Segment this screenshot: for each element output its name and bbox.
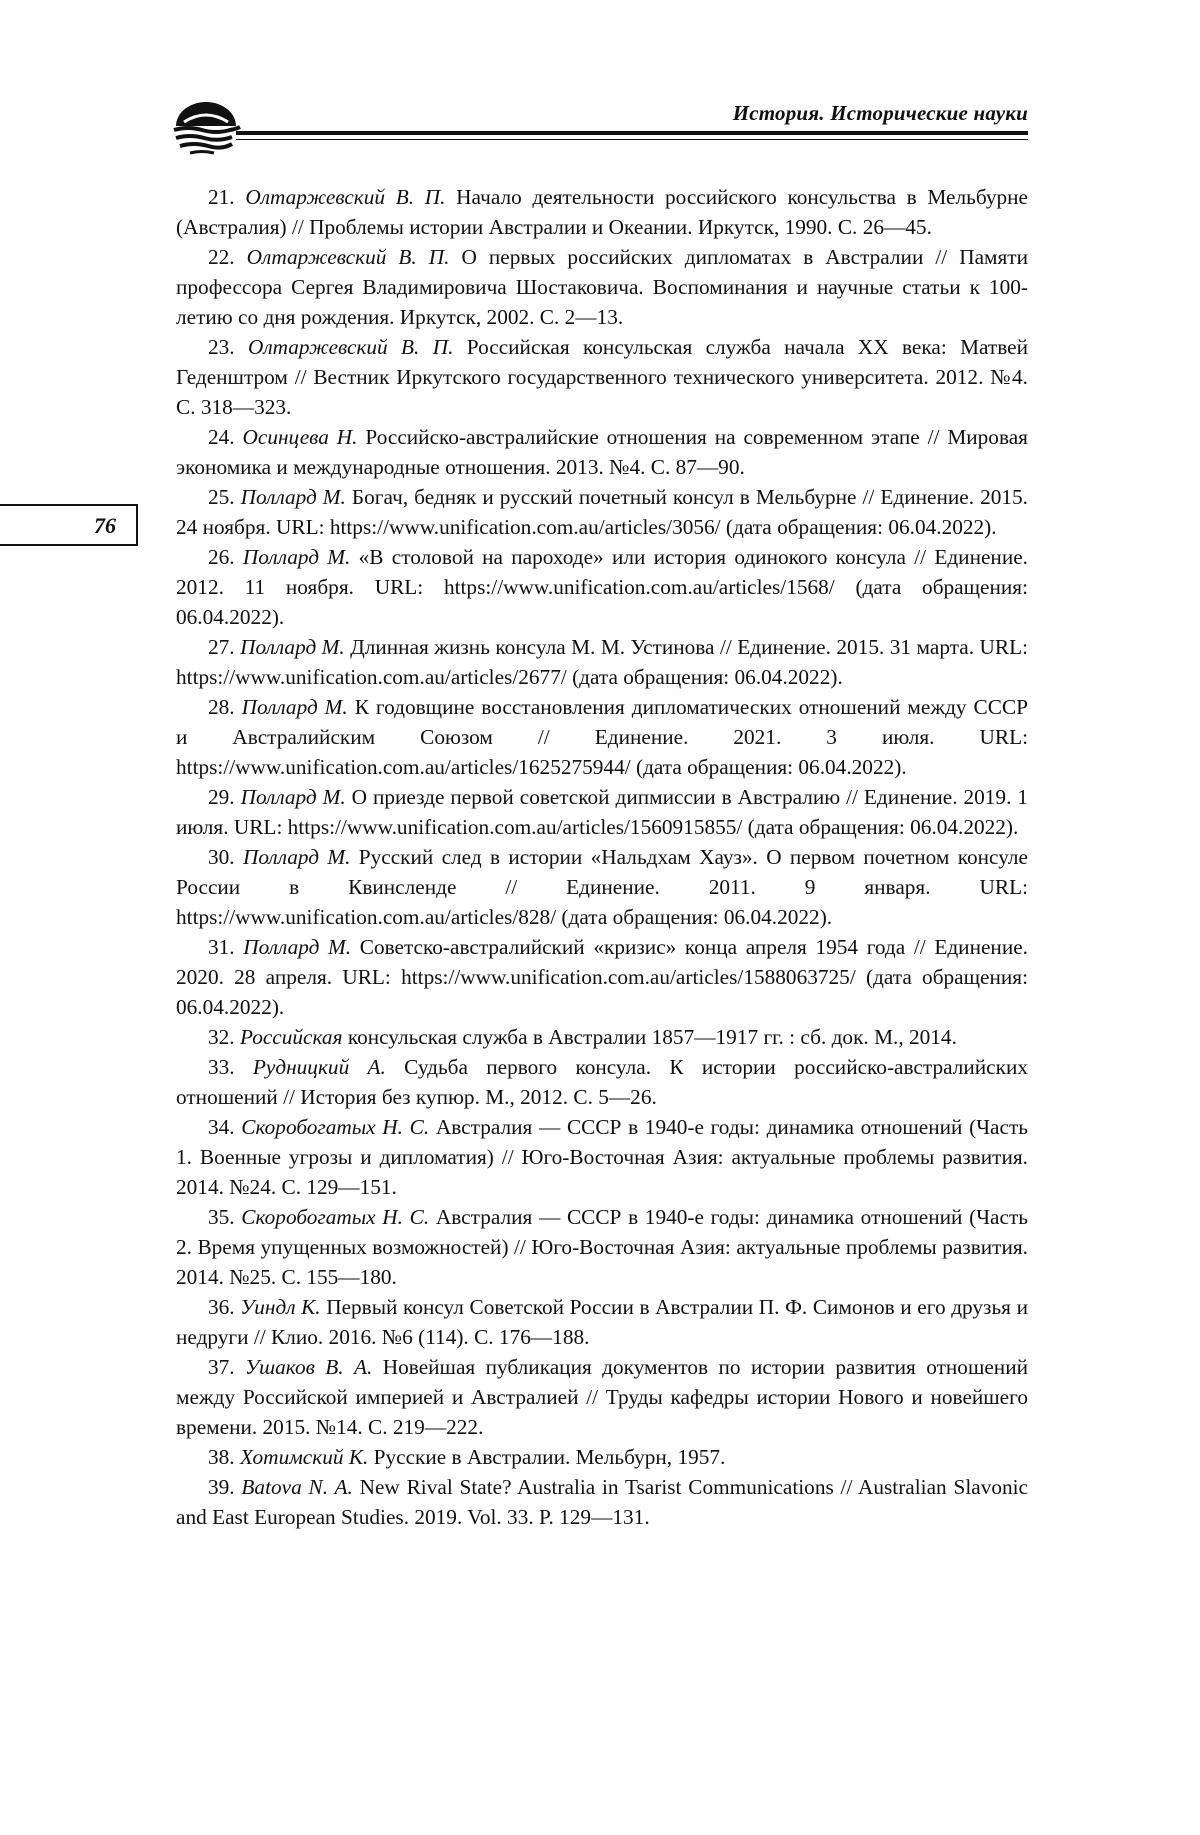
- reference-item: 28. Поллард М. К годовщине восстановления дипломатических отношений между СССР и Австралийским Союзом // Единение. 2021. 3 июля. URL: https://www.unification.com.au/articles/1625275944/ (дата обращения: 06.04.2022).: [176, 695, 1028, 779]
- reference-item: 27. Поллард М. Длинная жизнь консула М. М. Устинова // Единение. 2015. 31 марта. URL: https://www.unification.com.au/articles/2677/ (дата обращения: 06.04.2022).: [176, 635, 1028, 689]
- reference-item: 25. Поллард М. Богач, бедняк и русский почетный консул в Мельбурне // Единение. 2015. 24 ноября. URL: https://www.unification.com.au/articles/3056/ (дата обращения: 06.04.2022).: [176, 485, 1028, 539]
- reference-item: 23. Олтаржевский В. П. Российская консульская служба начала XX века: Матвей Геденштром // Вестник Иркутского государственного технического университета. 2012. №4. С. 318—323.: [176, 335, 1028, 419]
- reference-item: 38. Хотимский К. Русские в Австралии. Мельбурн, 1957.: [208, 1445, 726, 1469]
- reference-item: 21. Олтаржевский В. П. Начало деятельности российского консульства в Мельбурне (Австралия) // Проблемы истории Австралии и Океании. Иркутск, 1990. С. 26—45.: [176, 185, 1029, 239]
- header-rule-thin: [236, 139, 1028, 140]
- reference-list: [176, 182, 1028, 1532]
- reference-item: 32. Российская консульская служба в Австралии 1857—1917 гг. : сб. док. М., 2014.: [208, 1025, 957, 1049]
- reference-item: 29. Поллард М. О приезде первой советской дипмиссии в Австралию // Единение. 2019. 1 июля. URL: https://www.unification.com.au/articles/1560915855/ (дата обращения: 06.04.2022).: [176, 785, 1028, 839]
- reference-item: 37. Ушаков В. А. Новейшая публикация документов по истории развития отношений между Российской империей и Австралией // Труды кафедры истории Нового и новейшего времени. 2015. №14. С. 219—222.: [176, 1355, 1028, 1439]
- reference-item: 31. Поллард М. Советско-австралийский «кризис» конца апреля 1954 года // Единение. 2020. 28 апреля. URL: https://www.unification.com.au/articles/1588063725/ (дата обращения: 06.04.2022).: [176, 935, 1028, 1019]
- page-number: 76: [94, 513, 116, 538]
- reference-item: 26. Поллард М. «В столовой на пароходе» или история одинокого консула // Единение. 2012. 11 ноября. URL: https://www.unification.com.au/articles/1568/ (дата обращения: 06.04.2022).: [176, 545, 1028, 629]
- header-rule-thick: [236, 131, 1028, 135]
- running-header-title: История. Исторические науки: [732, 101, 1028, 125]
- reference-item: 33. Рудницкий А. Судьба первого консула. К истории российско-австралийских отношений // История без купюр. М., 2012. С. 5—26.: [176, 1055, 1029, 1109]
- reference-item: 36. Уиндл К. Первый консул Советской России в Австралии П. Ф. Симонов и его друзья и недруги // Клио. 2016. №6 (114). С. 176—188.: [176, 1295, 1028, 1349]
- reference-item: 22. Олтаржевский В. П. О первых российских дипломатах в Австралии // Памяти профессора Сергея Владимировича Шостаковича. Воспоминания и научные статьи к 100-летию со дня рождения. Иркутск, 2002. С. 2—13.: [176, 245, 1029, 329]
- reference-item: 30. Поллард М. Русский след в истории «Нальдхам Хауз». О первом почетном консуле России в Квинсленде // Единение. 2011. 9 января. URL: https://www.unification.com.au/articles/828/ (дата обращения: 06.04.2022).: [176, 845, 1028, 929]
- reference-item: 34. Скоробогатых Н. С. Австралия — СССР в 1940-е годы: динамика отношений (Часть 1. Военные угрозы и дипломатия) // Юго-Восточная Азия: актуальные проблемы развития. 2014. №24. С. 129—151.: [176, 1115, 1028, 1199]
- page-number-box: [0, 504, 138, 546]
- reference-item: 35. Скоробогатых Н. С. Австралия — СССР в 1940-е годы: динамика отношений (Часть 2. Время упущенных возможностей) // Юго-Восточная Азия: актуальные проблемы развития. 2014. №25. С. 155—180.: [176, 1205, 1028, 1289]
- journal-wave-logo-icon: [170, 100, 242, 158]
- reference-item: 24. Осинцева Н. Российско-австралийские отношения на современном этапе // Мировая экономика и международные отношения. 2013. №4. С. 87—90.: [176, 425, 1028, 479]
- reference-item: 39. Batova N. A. New Rival State? Australia in Tsarist Communications // Australian Slavonic and East European Studies. 2019. Vol. 33. P. 129—131.: [176, 1475, 1029, 1529]
